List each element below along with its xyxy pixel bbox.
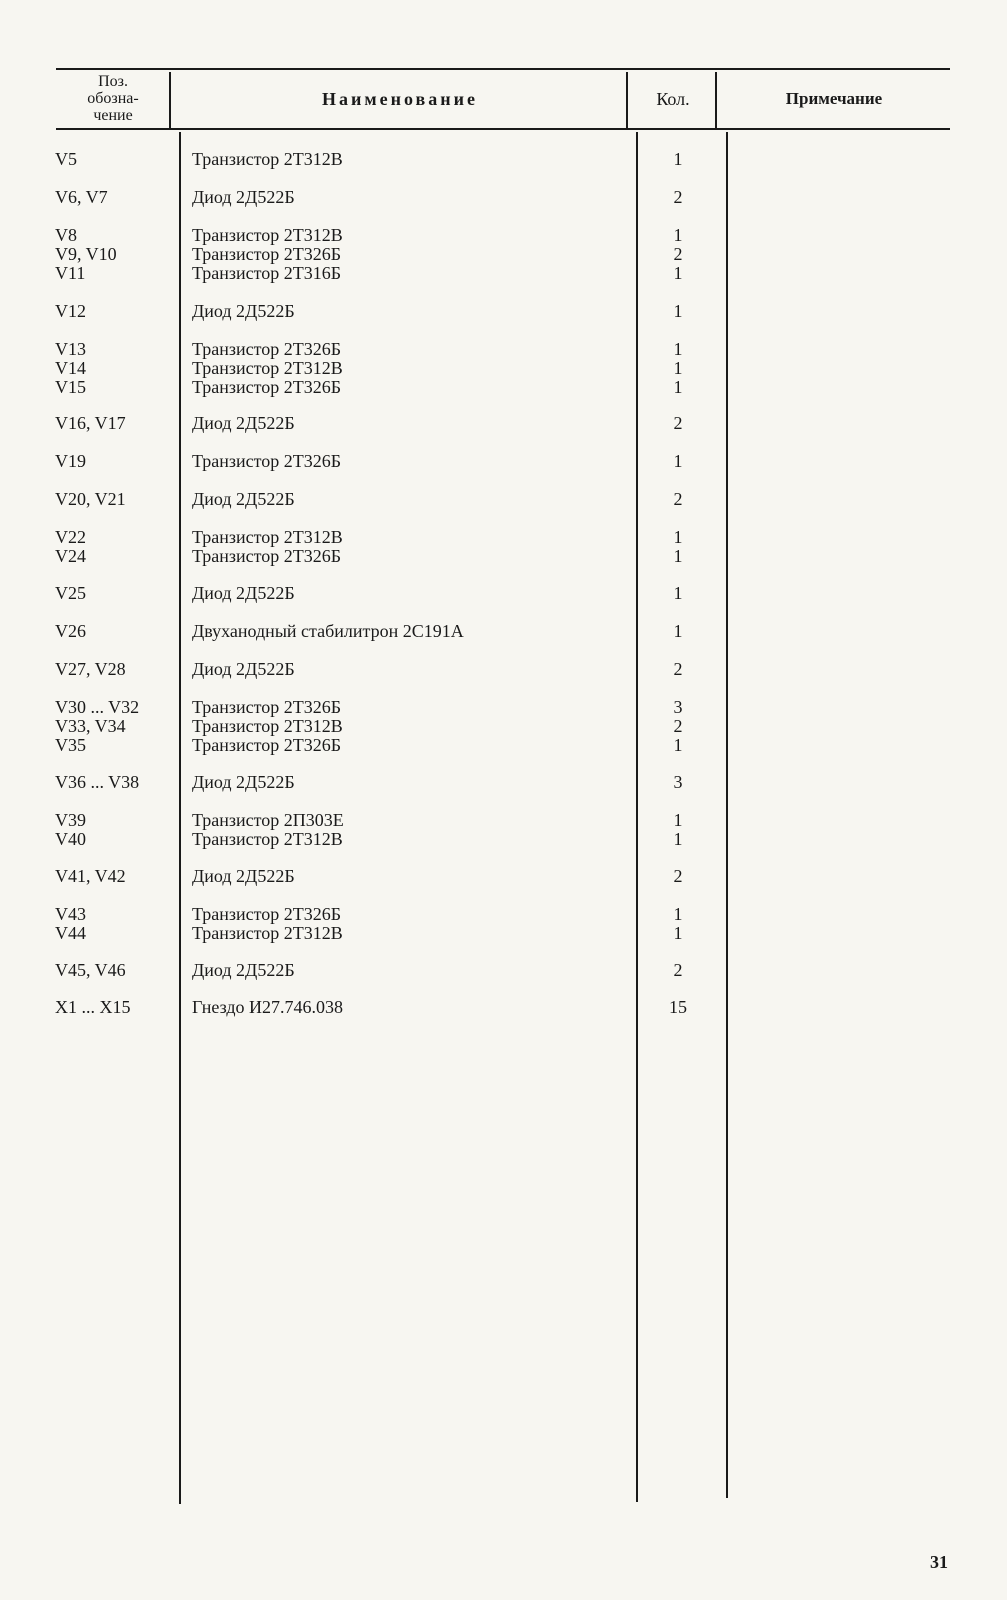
table-line xyxy=(0,905,1007,924)
table-line xyxy=(0,717,1007,736)
table-row xyxy=(0,226,1007,283)
cell-name: Транзистор 2Т326Б xyxy=(192,339,342,359)
cell-name: Диод 2Д522Б xyxy=(192,413,295,433)
cell-name: Транзистор 2Т326Б xyxy=(192,904,342,924)
cell-name: Транзистор 2Т326Б xyxy=(192,451,342,471)
header-position-line1: Поз. xyxy=(98,73,128,90)
cell-position: V15 xyxy=(55,377,86,397)
cell-position: V22 xyxy=(55,527,86,547)
cell-name: Диод 2Д522Б xyxy=(192,489,295,509)
table-row xyxy=(0,414,1007,433)
cell-name: Транзистор 2Т312В xyxy=(192,716,343,736)
table-top-rule xyxy=(56,68,950,70)
cell-position: V36 ... V38 xyxy=(55,772,140,792)
table-row xyxy=(0,867,1007,886)
table-row xyxy=(0,490,1007,509)
cell-position: V25 xyxy=(55,583,86,603)
table-line xyxy=(0,188,1007,207)
cell-quantity: 1 xyxy=(673,225,683,245)
cell-quantity: 2 xyxy=(673,866,683,886)
header-quantity: Кол. xyxy=(656,89,690,109)
header-position-line3: чение xyxy=(93,107,133,124)
cell-position: V43 xyxy=(55,904,86,924)
cell-quantity: 2 xyxy=(673,244,683,264)
cell-name: Диод 2Д522Б xyxy=(192,866,295,886)
cell-name: Транзистор 2Т326Б xyxy=(192,244,342,264)
table-line xyxy=(0,359,1007,378)
cell-quantity: 1 xyxy=(673,263,683,283)
table-line xyxy=(0,622,1007,641)
table-row xyxy=(0,811,1007,849)
header-position xyxy=(58,73,168,124)
cell-quantity: 1 xyxy=(673,583,683,603)
cell-name: Гнездо И27.746.038 xyxy=(192,997,344,1017)
cell-quantity: 1 xyxy=(673,301,683,321)
header-position-line2: обозна- xyxy=(87,90,139,107)
table-line xyxy=(0,150,1007,169)
cell-position: V5 xyxy=(55,149,77,169)
table-row xyxy=(0,773,1007,792)
table-line xyxy=(0,302,1007,321)
table-line xyxy=(0,924,1007,943)
table-line xyxy=(0,490,1007,509)
table-line xyxy=(0,830,1007,849)
cell-name: Транзистор 2Т326Б xyxy=(192,377,342,397)
cell-quantity: 2 xyxy=(673,187,683,207)
cell-name: Транзистор 2Т312В xyxy=(192,829,343,849)
table-line xyxy=(0,736,1007,755)
table-line xyxy=(0,226,1007,245)
cell-position: V9, V10 xyxy=(55,244,117,264)
table-row xyxy=(0,961,1007,980)
cell-quantity: 2 xyxy=(673,716,683,736)
cell-position: V13 xyxy=(55,339,86,359)
cell-quantity: 1 xyxy=(673,829,683,849)
table-row xyxy=(0,698,1007,755)
cell-quantity: 1 xyxy=(673,451,683,471)
table-line xyxy=(0,867,1007,886)
cell-name: Диод 2Д522Б xyxy=(192,659,295,679)
cell-name: Транзистор 2Т312В xyxy=(192,225,343,245)
table-row xyxy=(0,584,1007,603)
table-row xyxy=(0,998,1007,1017)
cell-position: V11 xyxy=(55,263,86,283)
cell-name: Транзистор 2Т312В xyxy=(192,527,343,547)
table-row xyxy=(0,528,1007,566)
cell-quantity: 1 xyxy=(673,904,683,924)
cell-quantity: 1 xyxy=(673,358,683,378)
cell-quantity: 2 xyxy=(673,960,683,980)
table-line xyxy=(0,264,1007,283)
cell-name: Транзистор 2Т312В xyxy=(192,923,343,943)
cell-position: V35 xyxy=(55,735,86,755)
cell-quantity: 15 xyxy=(669,997,687,1017)
table-line xyxy=(0,998,1007,1017)
header-name: Наименование xyxy=(322,89,478,109)
cell-name: Диод 2Д522Б xyxy=(192,583,295,603)
table-line xyxy=(0,961,1007,980)
cell-position: V30 ... V32 xyxy=(55,697,140,717)
cell-name: Транзистор 2Т312В xyxy=(192,149,343,169)
table-line xyxy=(0,414,1007,433)
cell-quantity: 1 xyxy=(673,527,683,547)
cell-quantity: 2 xyxy=(673,413,683,433)
cell-position: V16, V17 xyxy=(55,413,126,433)
cell-position: V39 xyxy=(55,810,86,830)
cell-quantity: 2 xyxy=(673,489,683,509)
cell-name: Транзистор 2Т326Б xyxy=(192,735,342,755)
cell-position: X1 ... X15 xyxy=(55,997,131,1017)
table-line xyxy=(0,660,1007,679)
cell-position: V45, V46 xyxy=(55,960,126,980)
cell-position: V24 xyxy=(55,546,86,566)
table-row xyxy=(0,622,1007,641)
cell-position: V26 xyxy=(55,621,86,641)
cell-position: V12 xyxy=(55,301,86,321)
table-line xyxy=(0,528,1007,547)
cell-name: Транзистор 2Т316Б xyxy=(192,263,342,283)
header-divider-1 xyxy=(169,72,171,130)
table-line xyxy=(0,698,1007,717)
cell-quantity: 1 xyxy=(673,735,683,755)
table-line xyxy=(0,452,1007,471)
table-line xyxy=(0,811,1007,830)
header-note: Примечание xyxy=(785,89,883,108)
cell-position: V33, V34 xyxy=(55,716,126,736)
cell-quantity: 1 xyxy=(673,546,683,566)
cell-quantity: 1 xyxy=(673,149,683,169)
table-line xyxy=(0,584,1007,603)
cell-name: Транзистор 2Т312В xyxy=(192,358,343,378)
table-line xyxy=(0,340,1007,359)
cell-position: V44 xyxy=(55,923,86,943)
cell-quantity: 3 xyxy=(673,772,683,792)
cell-quantity: 1 xyxy=(673,339,683,359)
cell-position: V40 xyxy=(55,829,86,849)
table-row xyxy=(0,150,1007,169)
cell-name: Диод 2Д522Б xyxy=(192,772,295,792)
page-number: 31 xyxy=(930,1552,948,1572)
cell-name: Транзистор 2П303Е xyxy=(192,810,344,830)
table-header-rule xyxy=(56,128,950,130)
cell-name: Транзистор 2Т326Б xyxy=(192,697,342,717)
cell-quantity: 1 xyxy=(673,621,683,641)
table-line xyxy=(0,547,1007,566)
cell-quantity: 1 xyxy=(673,923,683,943)
cell-name: Диод 2Д522Б xyxy=(192,301,295,321)
cell-name: Транзистор 2Т326Б xyxy=(192,546,342,566)
cell-name: Диод 2Д522Б xyxy=(192,187,295,207)
cell-name: Двуханодный стабилитрон 2С191А xyxy=(192,621,464,641)
cell-position: V19 xyxy=(55,451,86,471)
table-row xyxy=(0,905,1007,943)
table-row xyxy=(0,188,1007,207)
cell-quantity: 3 xyxy=(673,697,683,717)
cell-quantity: 1 xyxy=(673,377,683,397)
table-row xyxy=(0,660,1007,679)
cell-position: V27, V28 xyxy=(55,659,126,679)
table-row xyxy=(0,340,1007,397)
table-row xyxy=(0,302,1007,321)
cell-position: V14 xyxy=(55,358,86,378)
cell-position: V8 xyxy=(55,225,77,245)
cell-position: V41, V42 xyxy=(55,866,126,886)
cell-quantity: 2 xyxy=(673,659,683,679)
table-row xyxy=(0,452,1007,471)
table-line xyxy=(0,773,1007,792)
cell-quantity: 1 xyxy=(673,810,683,830)
table-line xyxy=(0,245,1007,264)
cell-position: V6, V7 xyxy=(55,187,108,207)
table-line xyxy=(0,378,1007,397)
cell-position: V20, V21 xyxy=(55,489,126,509)
cell-name: Диод 2Д522Б xyxy=(192,960,295,980)
